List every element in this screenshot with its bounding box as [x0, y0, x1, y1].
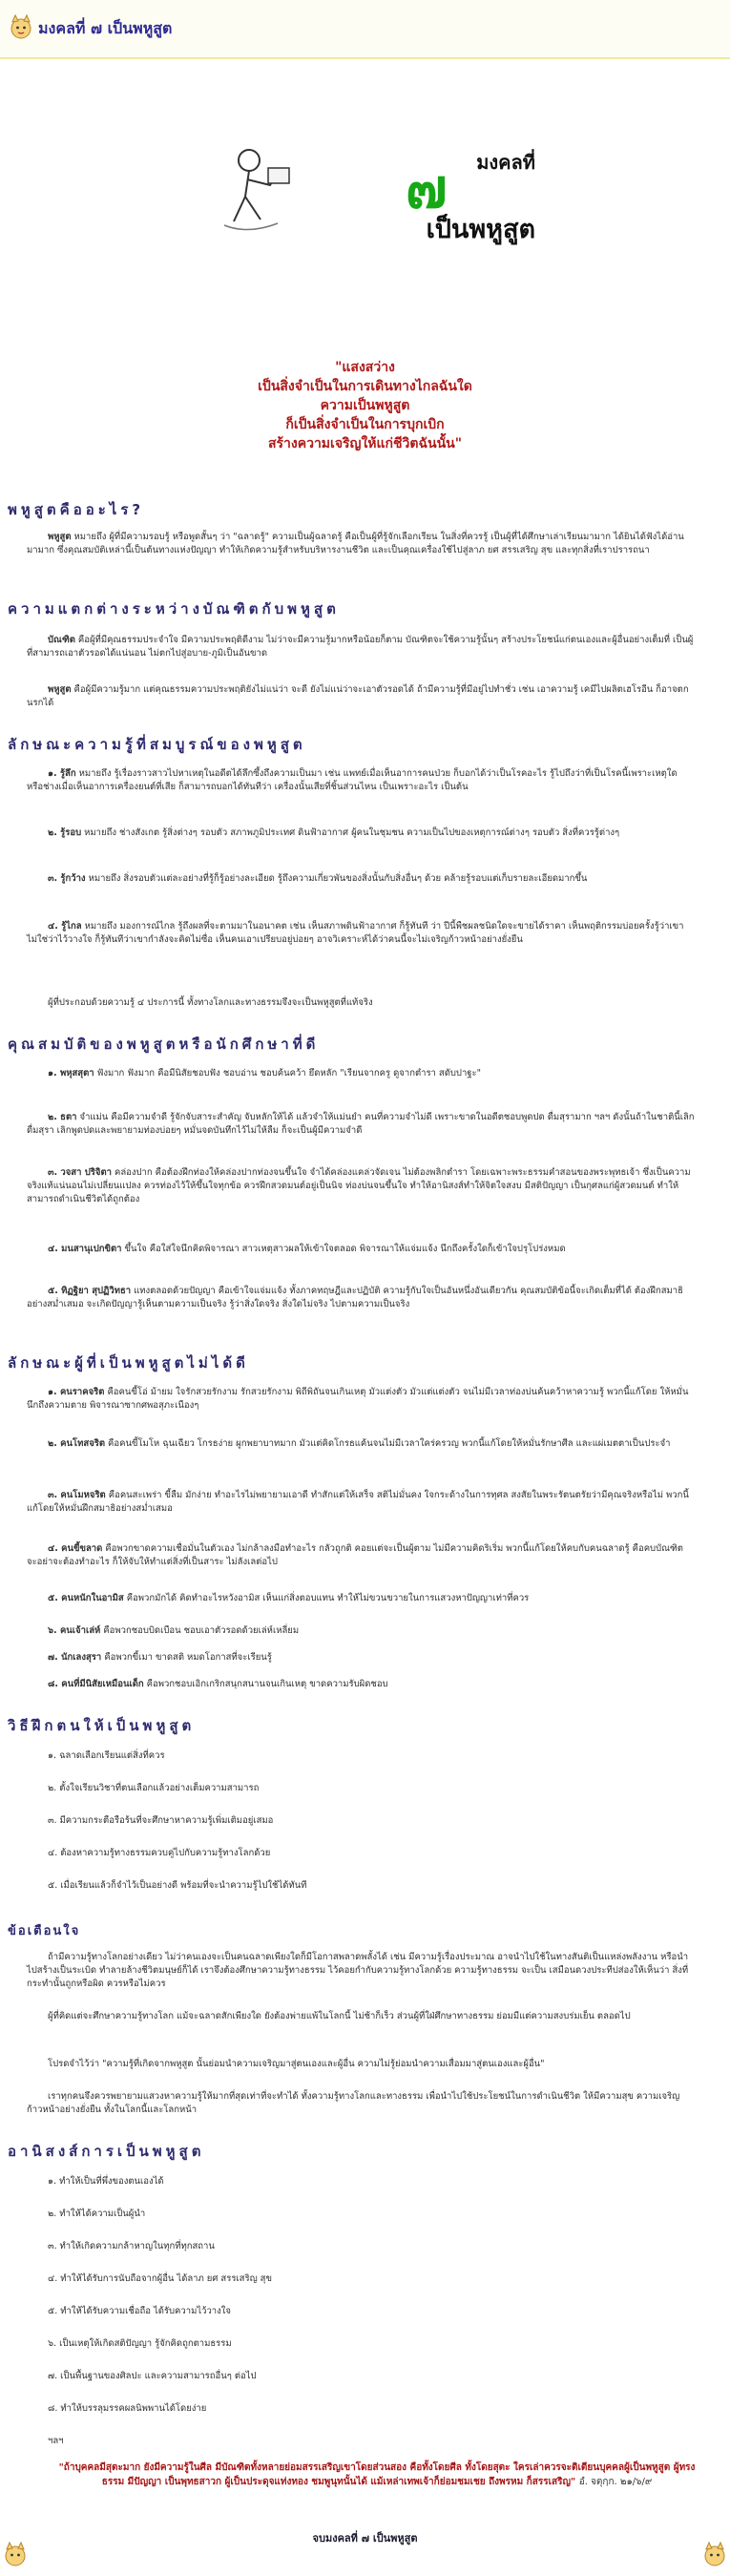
paragraph: ถ้ามีความรู้ทางโลกอย่างเดียว ไม่ว่าคนเองจะเป็นคนฉลาดเพียงใดก็มีโอกาสพลาดพลั้งได้ เช่น มีความรู้เรื่องประมาณ อาจนำไปใช้ในทางสันติเป็นแหล่งพลังงาน หรือนำไปสร้างเป็นระเบิด ทำลายล้างชีวิตมนุษย์ก็ได้ เราจึงต้องศึกษาความรู้ทางธรรม ไว้คอยกำกับความรู้ทางโลกด้วย ความรู้ทางธรรม จะเป็น เสมือนดวงประทีปส่องให้เห็นว่า สิ่งที่กระทำนั้นถูกหรือผิด ควรหรือไม่ควร — [27, 1952, 689, 1989]
list-item — [27, 1166, 695, 1206]
closing-text: "ถ้าบุคคลมีสุตะมาก ยังมีความรู้ในศีล มีบัณฑิตทั้งหลายย่อมสรรเสริญเขาโดยส่วนสอง คือทั้งโดยศีล ทั้งโดยสุตะ ใครเล่าควรจะติเตียนบุคคลผู้เป็นพหูสูต ผู้ทรงธรรม มีปัญญา เป็นพุทธสาวก ผู้เป็นประดุจแท่งทอง ชมพูนุทนั้นได้ แม้เหล่าเทพเจ้าก็ย่อมชมเชย ถึงพรหม ก็สรรเสริญ" — [58, 2462, 696, 2487]
quote-line: ความเป็นพหูสูต — [320, 398, 410, 413]
section-heading: ความแตกต่างระหว่างบัณฑิตกับพหูสูต — [8, 600, 340, 618]
list-item: ๒. ตั้งใจเรียนวิชาที่ตนเลือกแล้วอย่างเต็มความสามารถ — [48, 1783, 260, 1793]
item-text: หมายถึง มองการณ์ไกล รู้ถึงผลที่จะตามมาในอนาคต เช่น เห็นสภาพดินฟ้าอากาศ ก็รู้ทันที ว่า ปีนี้พืชผลชนิดใดจะขายได้ราคา เห็นพฤติกรรมบ่อยครั้งรู้ว่าเขาไม่ใช่ว่าไว้วางใจ ก็รู้ทันทีว่าเขากำลังจะคิดไม่ซื่อ เห็นคนเอาเปรียบอยู่บ่อยๆ อาจวิเคราะห์ได้ว่าคนนี้จะไม่เจริญก้าวหน้าอย่างยั่งยืน — [27, 921, 684, 945]
section-heading: พหูสูตคืออะไร? — [8, 501, 145, 518]
item-text: คือพวกชอบเอิกเกริกสนุกสนานจนเกินเหตุ ขาดความรับผิดชอบ — [143, 1679, 388, 1689]
keyword: ๘. คนที่มีนิสัยเหมือนเด็ก — [48, 1679, 144, 1689]
item-text: คือพวกขี้เมา ขาดสติ หมดโอกาสที่จะเรียนรู้ — [101, 1652, 272, 1663]
paragraph-text: คือผู้มีความรู้มาก แต่คุณธรรมความประพฤติยังไม่แน่ว่า จะดี ยังไม่แน่ว่าจะเอาตัวรอดได้ ถ้ามีความรู้ที่มีอยู่ไปทำชั่ว เช่น เอาความรู้ เคมีไปผลิตเฮโรอีน ก็อาจตกนรกได้ — [27, 684, 689, 708]
section-heading: คุณสมบัติของพหูสูตหรือนักศึกษาที่ดี — [8, 1036, 320, 1053]
list-item: ๕. ทำให้ได้รับความเชื่อถือ ได้รับความไว้วางใจ — [48, 2306, 231, 2316]
list-item — [27, 827, 695, 840]
paragraph — [27, 634, 695, 660]
keyword: ๒. รู้รอบ — [48, 827, 82, 838]
paragraph: โปรดจำไว้ว่า "ความรู้ที่เกิดจากพหูสูต นั้นย่อมนำความเจริญมาสู่ตนเองและผู้อื่น ความไม่รู้ย่อมนำความเสื่อมมาสู่ตนเองและผู้อื่น" — [48, 2059, 545, 2069]
item-text: คือคนสะเพร่า ขี้ลืม มักง่าย ทำอะไรไม่พยายามเอาดี ทำสักแต่ให้เสร็จ สติไม่มั่นคง ใจกระด้างในการทุศล สงสัยในพระรัตนตรัยว่ามีคุณจริงหรือไม่ พวกนี้แก้โดยให้หมั่นฝึกสมาธิอย่างสม่ำเสมอ — [27, 1490, 689, 1514]
list-item: ๔. ต้องหาความรู้ทางธรรมควบคู่ไปกับความรู้ทางโลกด้วย — [48, 1848, 271, 1858]
list-item: ๓. ทำให้เกิดความกล้าหาญในทุกที่ทุกสถาน — [48, 2241, 215, 2251]
keyword: ๕. คนหนักในอามิส — [48, 1593, 124, 1603]
list-item — [27, 1111, 695, 1138]
item-text: หมายถึง รู้เรื่องราวสาวไปหาเหตุในอดีตได้ลึกซึ้งถึงความเป็นมา เช่น แพทย์เมื่อเห็นอาการคนป่วย ก็บอกได้ว่าเป็นโรคอะไร รู้ไปถึงว่าที่เป็นโรคนี้เพราะเหตุใด หรือช่างเมื่อเห็นอาการเครื่องยนต์ที่เสีย ก็สามารถบอกได้ทันทีว่า เครื่องนั้นเสียที่ชิ้นส่วนไหน เป็นเพราะอะไร เป็นต้น — [27, 768, 678, 792]
list-item — [27, 1489, 695, 1516]
keyword: ๑. รู้ลึก — [48, 768, 76, 779]
list-item — [27, 1067, 695, 1080]
reading-figure-illustration — [196, 139, 301, 244]
list-item: ๗. เป็นพื้นฐานของศิลปะ และความสามารถอื่นๆ ต่อไป — [48, 2371, 257, 2381]
item-text: คือคนขี้โมโห ฉุนเฉียว โกรธง่าย ผูกพยาบาทมาก มัวแต่คิดโกรธแค้นจนไม่มีเวลาใคร่ครวญ พวกนี้แก้โดยให้หมั่นรักษาศีล และแผ่เมตตาเป็นประจำ — [105, 1438, 671, 1449]
title-banner — [196, 139, 535, 244]
list-item — [27, 1437, 695, 1451]
banner-label: มงคลที่ — [476, 151, 535, 174]
keyword: ๒. ธตา — [48, 1112, 77, 1122]
scripture-reference: อํ. จตุกฺก. ๒๑/๖/๙ — [578, 2477, 653, 2487]
item-text: ฟังมาก ฟังมาก คือมีนิสัยชอบฟัง ชอบอ่าน ชอบค้นคว้า ยึดหลัก "เรียนจากครู ดูจากตำรา สดับปาฐะ" — [94, 1068, 481, 1079]
closing-quote — [48, 2461, 706, 2489]
section-heading: อานิสงส์การเป็นพหูสูต — [8, 2143, 205, 2160]
item-text: คล่องปาก คือต้องฝึกท่องให้คล่องปากท่องจนขึ้นใจ จำได้คล่องแคล่วจัดเจน ไม่ต้องพลิกตำรา โดยเฉพาะพระธรรมคำสอนของพระพุทธเจ้า ซึ่งเป็นความจริงแท้แน่นอนไม่เปลี่ยนแปลง ควรท่องไว้ให้ขึ้นใจทุกข้อ ควรฝึกสวดมนต์อยู่เป็นนิจ ท่องบ่นจนขึ้นใจ ทำให้อานิสงส์ทำให้จิตใจสงบ มีสติปัญญา เป็นกุศลแก่ผู้สวดมนต์ ทำให้สามารถดำเนินชีวิตได้ถูกต้อง — [27, 1167, 691, 1204]
keyword: ๖. คนเจ้าเล่ห์ — [48, 1625, 101, 1636]
paragraph — [27, 683, 695, 710]
banner-number: ๗ — [406, 156, 448, 220]
quote-line: สร้างความเจริญให้แก่ชีวิตฉันนั้น" — [267, 436, 463, 451]
section-heading: ข้อเตือนใจ — [8, 1924, 81, 1938]
list-item: ๓. มีความกระตือรือร้นที่จะศึกษาหาความรู้เพิ่มเติมอยู่เสมอ — [48, 1815, 274, 1826]
list-item: ๑. ฉลาดเลือกเรียนแต่สิ่งที่ควร — [48, 1750, 165, 1761]
item-text: หมายถึง สิ่งรอบตัวแต่ละอย่างที่รู้ก็รู้อย่างละเอียด รู้ถึงความเกี่ยวพันของสิ่งนั้นกับสิ่งอื่นๆ ด้วย คล้ายรู้รอบแต่เก็บรายละเอียดมากขึ้น — [85, 873, 588, 884]
banner-title: เป็นพหูสูต — [426, 215, 535, 244]
section-heading: วิธีฝึกตนให้เป็นพหูสูต — [8, 1717, 196, 1734]
page-title: มงคลที่ ๗ เป็นพหูสูต — [38, 19, 173, 37]
list-item — [27, 1243, 695, 1256]
keyword: ๗. นักเลงสุรา — [48, 1652, 102, 1663]
etc-mark: ฯลฯ — [48, 2436, 64, 2446]
end-marker: จบมงคลที่ ๗ เป็นพหูสูต — [312, 2532, 418, 2545]
item-text: หมายถึง ช่างสังเกต รู้สิ่งต่างๆ รอบตัว สภาพภูมิประเทศ ดินฟ้าอากาศ ผู้คนในชุมชน ความเป็นไปของเหตุการณ์ต่างๆ รอบตัว สิ่งที่ควรรู้ต่างๆ — [81, 827, 620, 838]
list-item: ๔. ทำให้ได้รับการนับถือจากผู้อื่น ได้ลาภ ยศ สรรเสริญ สุข — [48, 2273, 272, 2284]
paragraph-text: หมายถึง ผู้ที่มีความรอบรู้ หรือพูดสั้นๆ ว่า "ฉลาดรู้" ความเป็นผู้ฉลาดรู้ คือเป็นผู้ที่รู้จักเลือกเรียน ในสิ่งที่ควรรู้ เป็นผู้ที่ได้ศึกษาเล่าเรียนมามาก ได้ยินได้ฟังได้อ่านมามาก ซึ่งคุณสมบัติเหล่านี้เป็นต้นทางแห่งปัญญา ทำให้เกิดความรู้สำหรับบริหารงานชีวิต และเป็นคุณเครื่องใช้ไปสู่ลาภ ยศ สรรเสริญ สุข และทุกสิ่งที่เราปรารถนา — [27, 532, 684, 555]
section-heading: ลักษณะผู้ที่เป็นพหูสูตไม่ได้ดี — [8, 1354, 249, 1372]
keyword: ๑. พหุสสุตา — [48, 1068, 94, 1079]
paragraph: ผู้ที่คิดแต่จะศึกษาความรู้ทางโลก แม้จะฉลาดสักเพียงใด ยังต้องพ่ายแพ้ในโลกนี้ ไม่ช้าก็เร็ว ส่วนผู้ที่ใฝ่ศึกษาทางธรรม ย่อมมีแต่ความสงบร่มเย็น ตลอดไป — [48, 2011, 631, 2021]
keyword: ๓. รู้กว้าง — [48, 873, 86, 884]
list-item — [27, 767, 695, 794]
list-item — [27, 872, 695, 886]
keyword: บัณฑิต — [48, 635, 75, 645]
paragraph: เราทุกคนจึงควรพยายามแสวงหาความรู้ให้มากที่สุดเท่าที่จะทำได้ ทั้งความรู้ทางโลกและทางธรรม เพื่อนำไปใช้ประโยชน์ในการดำเนินชีวิต ให้มีความสุข ความเจริญ ก้าวหน้าอย่างยั่งยืน ทั้งในโลกนี้และโลกหน้า — [27, 2091, 680, 2115]
keyword: ๑. คนราคจริต — [48, 1387, 105, 1397]
item-text: ขึ้นใจ คือใส่ใจนึกคิดพิจารณา สาวเหตุสาวผลให้เข้าใจตลอด พิจารณาให้แจ่มแจ้ง นึกถึงครั้งใดก็เข้าใจปรุโปร่งหมด — [121, 1244, 566, 1254]
list-item — [27, 1542, 695, 1569]
quote-line: "แสงสว่าง — [335, 360, 395, 375]
section-heading: ลักษณะความรู้ที่สมบูรณ์ของพหูสูต — [8, 736, 306, 753]
list-item: ๕. เมื่อเรียนแล้วก็จำไว้เป็นอย่างดี พร้อมที่จะนำความรู้ไปใช้ได้ทันที — [48, 1880, 307, 1891]
list-item — [27, 1592, 695, 1605]
page-header — [0, 0, 730, 59]
quote-line: ก็เป็นสิ่งจำเป็นในการบุกเบิก — [285, 417, 445, 432]
keyword: ๔. คนขี้ขลาด — [48, 1543, 103, 1554]
paragraph — [27, 531, 695, 557]
list-item: ๘. ทำให้บรรลุมรรคผลนิพพานได้โดยง่าย — [48, 2403, 207, 2414]
cat-mascot-icon — [8, 13, 34, 40]
item-text: จำแม่น คือมีความจำดี รู้จักจับสาระสำคัญ จับหลักให้ได้ แล้วจำให้แม่นยำ คนที่ความจำไม่ดี เพราะขาดในอดีตชอบพูดปด ดื่มสุรามาก ฯลฯ ดังนั้นถ้าในชาตินี้เลิกดื่มสุรา เลิกพูดปดและพยายามท่องบ่อยๆ หมั่นจดบันทึกไว้ไม่ให้ลืม ก็จะเป็นผู้มีความจำดี — [27, 1112, 695, 1136]
keyword: ๔. มนสานุเปกขิตา — [48, 1244, 122, 1254]
list-item — [27, 1678, 695, 1691]
intro-quote — [153, 358, 577, 453]
keyword: ๔. รู้ไกล — [48, 921, 82, 932]
back-cat-icon[interactable] — [2, 2541, 29, 2567]
quote-line: เป็นสิ่งจำเป็นในการเดินทางไกลฉันใด — [258, 379, 472, 394]
paragraph-text: คือผู้ที่มีคุณธรรมประจำใจ มีความประพฤติดีงาม ไม่ว่าจะมีความรู้มากหรือน้อยก็ตาม บัณฑิตจะใช้ความรู้นั้นๆ สร้างประโยชน์แก่ตนเองและผู้อื่นอย่างเต็มที่ เป็นผู้ที่สามารถเอาตัวรอดได้แน่นอน ไม่ตกไปสู่อบาย-ภูมิเป็นอันขาด — [27, 635, 694, 659]
list-item — [27, 1624, 695, 1638]
item-text: คือพวกมักได้ คิดทำอะไรหวังอามิส เห็นแก่สิ่งตอบแทน ทำให้ไม่ขวนขวายในการแสวงหาปัญญาเท่าที่ควร — [123, 1593, 530, 1603]
summary-paragraph: ผู้ที่ประกอบด้วยความรู้ ๔ ประการนี้ ทั้งทางโลกและทางธรรมจึงจะเป็นพหูสูตที่แท้จริง — [48, 997, 373, 1008]
list-item: ๑. ทำให้เป็นที่พึ่งของตนเองได้ — [48, 2176, 164, 2187]
item-text: คือพวกขาดความเชื่อมั่นในตัวเอง ไม่กล้าลงมือทำอะไร กลัวถูกติ คอยแต่จะเป็นผู้ตาม ไม่มีความคิดริเริ่ม พวกนี้แก้โดยให้คบกับคนฉลาดรู้ คือคบบัณฑิต จะอย่าจะต้องทำอะไร ก็ให้จับให้ทำแต่สิ่งที่เป็นสาระ ไม่ลังเลต่อไป — [27, 1543, 683, 1567]
list-item — [27, 1285, 695, 1311]
list-item — [27, 1386, 695, 1413]
list-item: ๒. ทำให้ได้ความเป็นผู้นำ — [48, 2209, 146, 2219]
keyword: พหูสูต — [48, 532, 72, 542]
keyword: ๓. คนโมหจริต — [48, 1490, 106, 1500]
keyword: พหูสูต — [48, 684, 72, 695]
keyword: ๒. คนโทสจริต — [48, 1438, 106, 1449]
next-cat-icon[interactable] — [701, 2541, 728, 2567]
item-text: แทงตลอดด้วยปัญญา คือเข้าใจแจ่มแจ้ง ทั้งภาคทฤษฎีและปฏิบัติ ความรู้กับใจเป็นอันหนึ่งอันเดียวกัน คุณสมบัติข้อนี้จะเกิดเต็มที่ได้ ต้องฝึกสมาธิอย่างสม่ำเสมอ จะเกิดปัญญารู้เห็นตามความเป็นจริง รู้ว่าสิ่งใดจริง สิ่งใดไม่จริง ไปตามความเป็นจริง — [27, 1286, 683, 1309]
list-item: ๖. เป็นเหตุให้เกิดสติปัญญา รู้จักคิดถูกตามธรรม — [48, 2338, 232, 2349]
keyword: ๕. ทิฏฐิยา สุปฏิวิทธา — [48, 1286, 132, 1296]
item-text: คือพวกชอบบิดเบือน ชอบเอาตัวรอดด้วยเล่ห์เหลี่ยม — [100, 1625, 300, 1636]
keyword: ๓. วจสา ปริจิตา — [48, 1167, 112, 1178]
list-item — [27, 920, 695, 947]
item-text: คือคนขี้โอ่ ม้ายม ใจรักสวยรักงาม รักสวยรักงาม พิถีพิถันจนเกินเหตุ มัวแต่งตัว มัวแต่แต่งตัว จนไม่มีเวลาท่องบ่นค้นคว้าหาความรู้ พวกนี้แก้โดย ให้หมั่นนึกถึงความตาย พิจารณาซากศพอสุภะเนืองๆ — [27, 1387, 689, 1411]
list-item — [27, 1651, 695, 1665]
